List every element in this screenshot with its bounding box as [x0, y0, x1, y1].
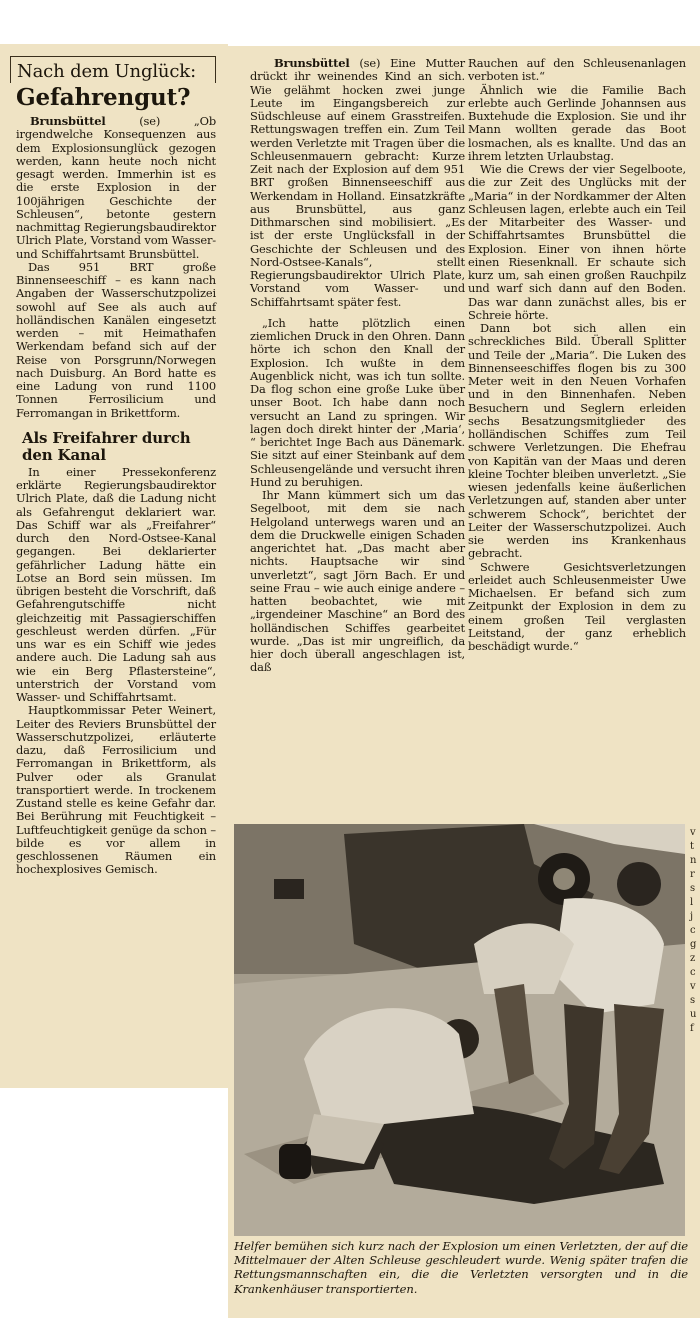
- story-paragraph: Rauchen auf den Schleusenanlagen verboten ist.“: [468, 56, 686, 84]
- dateline: Brunsbüttel: [274, 56, 350, 70]
- photo-caption: Helfer bemühen sich kurz nach der Explosion um einen Verletzten, der auf die Mittelmauer der Alten Schleuse geschleudert wurde. Wenig später trafen die Rettungsmannschaften ein, die die Verletzten versorgten und in die Krankenhäuser transportierten.: [234, 1239, 688, 1296]
- clipping-article-gefahrengut: [0, 44, 228, 1088]
- edge-fragment: t: [690, 841, 694, 852]
- story-paragraph: [250, 57, 465, 309]
- subheading: Als Freifahrer durch den Kanal: [22, 428, 191, 464]
- edge-fragment: v: [690, 981, 696, 992]
- article-column: [10, 56, 216, 877]
- edge-fragment: s: [690, 883, 695, 894]
- story-paragraph: „Ich hatte plötzlich einen ziemlichen Druck in den Ohren. Dann hörte ich schon den Knall der Explosion. Ich wußte in dem Augenblick nicht, was ich tun sollte. Da flog schon eine große Luke über unser Boot. Ich habe dann noch versucht an Land zu springen. Wir lagen doch direkt hinter der ‚Maria‘, “ berichtet Inge Bach aus Dänemark. Sie sitzt auf einer Steinbank auf dem Schleusengelände und versucht ihren Hund zu beruhigen.: [250, 315, 465, 489]
- news-photo: [234, 824, 685, 1236]
- edge-fragment: l: [690, 897, 694, 908]
- headline: Gefahrengut?: [16, 84, 191, 111]
- edge-fragment: c: [690, 967, 696, 978]
- edge-fragment: u: [690, 1009, 697, 1020]
- story-paragraph: Schwere Gesichtsverletzungen erleidet auch Schleusenmeister Uwe Michaelsen. Er befand sich zum Zeitpunkt der Explosion in dem zu einem großen Teil verglasten Leitstand, der ganz erheblich beschädigt wurde.“: [468, 559, 686, 653]
- headline-box: [10, 56, 216, 83]
- edge-fragment: n: [690, 855, 697, 866]
- kicker: Nach dem Unglück:: [17, 61, 196, 82]
- dateline: Brunsbüttel: [30, 114, 106, 128]
- edge-fragment: r: [690, 869, 695, 880]
- edge-fragment: g: [690, 939, 697, 950]
- article-paragraph: Hauptkommissar Peter Weinert, Leiter des Reviers Brunsbüttel der Wasserschutzpolizei, erläuterte dazu, daß Ferrosilicium und Ferromangan in Brikettform, als Pulver oder als Granulat transportiert werde. In trockenem Zustand stelle es keine Gefahr dar. Bei Berührung mit Feuchtigkeit – Luftfeuchtigkeit genüge da schon – bilde es vor allem in geschlossenen Räumen ein hochexplosives Gemisch.: [16, 703, 216, 877]
- cut-off-adjacent-column: [690, 826, 700, 1306]
- story-paragraph: Wie die Crews der vier Segelboote, die zur Zeit des Unglücks mit der „Maria“ in der Nordkammer der Alten Schleusen lagen, erlebte auch ein Teil der Mitarbeiter des Wasser- und Schiffahrtsamtes Brunsbüttel die Explosion. Einer von ihnen hörte einen Riesenknall. Er schaute sich kurz um, sah einen großen Rauchpilz und warf sich dann auf den Boden. Das war dann zunächst alles, bis er Schreie hörte.: [468, 162, 686, 322]
- paragraph-text: (se) „Ob irgendwelche Konsequenzen aus dem Explosionsunglück gezogen werden, kann heute noch nicht gesagt werden. Immerhin ist es die erste Explosion in der 100jährigen Geschichte der Schleusen“, betonte gestern nachmittag Regierungsbaudirektor Ulrich Plate, Vorstand vom Wasser- und Schiffahrtsamt Brunsbüttel.: [16, 114, 216, 261]
- story-paragraph: Dann bot sich allen ein schreckliches Bild. Überall Splitter und Teile der „Maria“. Die Luken des Binnenseeschiffes flogen bis zu 300 Meter weit in den Neuen Vorhafen und in den Binnenhafen. Neben Besuchern und Seglern erleiden sechs Besatzungsmitglieder des holländischen Schiffes zum Teil schwere Verletzungen. Die Ehefrau von Kapitän van der Maas und deren kleine Tochter bleiben unverletzt. „Sie wiesen jedenfalls keine äußerlichen Verletzungen auf, standen aber unter schwerem Schock“, berichtet der Leiter der Wasserschutzpolizei. Auch sie werden ins Krankenhaus gebracht.: [468, 321, 686, 561]
- story-column-1: [250, 57, 465, 675]
- edge-fragment: s: [690, 995, 695, 1006]
- edge-fragment: z: [690, 953, 696, 964]
- clipping-article-story: [228, 46, 700, 1318]
- rescue-scene-illustration: [234, 824, 685, 1236]
- paragraph-text: (se) Eine Mutter drückt ihr weinendes Kind an sich. Wie gelähmt hocken zwei junge Leute im Eingangsbereich zur Südschleuse auf einem Grasstreifen. Rettungswagen treffen ein. Zum Teil werden Verletzte mit Tragen über die Schleusenmauern gebracht: Kurze Zeit nach der Explosion auf dem 951 BRT großen Binnenseeschiff aus Werkendam in Holland. Einsatzkräfte aus Brunsbüttel, aus ganz Dithmarschen sind mobilisiert. „Es ist der erste Unglücksfall in der Geschichte der Schleusen und des Nord-Ostsee-Kanals“, stellt Regierungsbaudirektor Ulrich Plate, Vorstand vom Wasser- und Schiffahrtsamt später fest.: [250, 56, 465, 309]
- edge-fragment: f: [690, 1023, 694, 1034]
- article-paragraph: Das 951 BRT große Binnenseeschiff – es kann nach Angaben der Wasserschutzpolizei sowohl auf See als auch auf holländischen Kanälen eingesetzt werden – mit Heimathafen Werkendam befand sich auf der Reise von Porsgrunn/Norwegen nach Duisburg. An Bord hatte es eine Ladung von rund 1100 Tonnen Ferrosilicium und Ferromangan in Brikettform.: [16, 259, 216, 420]
- story-paragraph: Ihr Mann kümmert sich um das Segelboot, mit dem sie nach Helgoland unterwegs waren und an dem die Druckwelle einigen Schaden angerichtet hat. „Das macht aber nichts. Hauptsache wir sind unverletzt“, sagt Jörn Bach. Er und seine Frau – wie auch einige andere – hatten beobachtet, wie mit „irgendeiner Maschine“ an Bord des holländischen Schiffes gearbeitet wurde. „Das ist mir ungreiflich, da hier doch überall angeschlagen ist, daß: [250, 488, 465, 675]
- edge-fragment: v: [690, 827, 696, 838]
- article-paragraph: [10, 115, 216, 261]
- edge-fragment: j: [690, 911, 693, 922]
- edge-fragment: c: [690, 925, 696, 936]
- story-column-2: [468, 57, 686, 653]
- story-paragraph: Ähnlich wie die Familie Bach erlebte auch Gerlinde Johannsen aus Buxtehude die Explosion. Sie und ihr Mann wollten gerade das Boot losmachen, als es knallte. Und das an ihrem letzten Urlaubstag.: [468, 82, 686, 163]
- article-paragraph: In einer Pressekonferenz erklärte Regierungsbaudirektor Ulrich Plate, daß die Ladung nicht als Gefahrengut deklariert war. Das Schiff war als „Freifahrer“ durch den Nord-Ostsee-Kanal gegangen. Bei deklarierter gefährlicher Ladung hätte ein Lotse an Bord sein müssen. Im übrigen besteht die Vorschrift, daß Gefahrengutschiffe nicht gleichzeitig mit Passagierschiffen geschleust werden dürfen. „Für uns war es ein Schiff wie jedes andere auch. Die Ladung sah aus wie ein Berg Pflastersteine“, unterstrich der Vorstand vom Wasser- und Schiffahrtsamt.: [16, 464, 216, 704]
